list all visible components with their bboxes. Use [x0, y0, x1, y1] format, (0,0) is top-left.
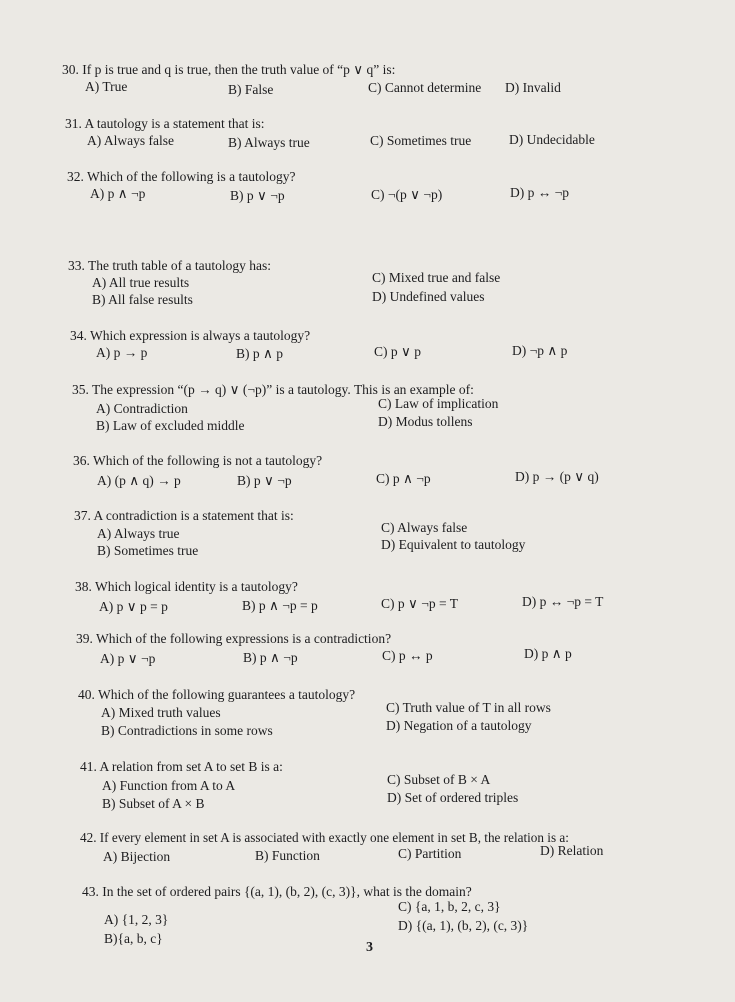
question-31-stem: 31. A tautology is a statement that is:: [65, 116, 265, 131]
q40-option-c[interactable]: C) Truth value of T in all rows: [386, 700, 551, 715]
q37-option-a[interactable]: A) Always true: [97, 526, 180, 541]
q31-option-b[interactable]: B) Always true: [228, 135, 310, 150]
q34-option-b[interactable]: B) p ∧ p: [236, 346, 284, 361]
question-34-stem: 34. Which expression is always a tautology?: [70, 328, 311, 343]
q31-option-c[interactable]: C) Sometimes true: [370, 133, 472, 148]
q39-option-c[interactable]: C) p ↔ p: [382, 648, 433, 663]
question-41-stem: 41. A relation from set A to set B is a:: [80, 759, 283, 774]
q43-option-c[interactable]: C) {a, 1, b, 2, c, 3}: [398, 899, 501, 914]
q42-option-c[interactable]: C) Partition: [398, 846, 462, 861]
q43-option-d[interactable]: D) {(a, 1), (b, 2), (c, 3)}: [398, 918, 529, 933]
q30-option-a[interactable]: A) True: [85, 79, 128, 94]
q33-option-b[interactable]: B) All false results: [92, 292, 193, 307]
q39-option-a[interactable]: A) p ∨ ¬p: [100, 651, 156, 666]
question-39-stem: 39. Which of the following expressions is a contradiction?: [76, 631, 392, 646]
q36-option-a[interactable]: A) (p ∧ q) → p: [97, 473, 181, 488]
q30-option-b[interactable]: B) False: [228, 82, 274, 97]
q31-option-a[interactable]: A) Always false: [87, 133, 174, 148]
q43-option-a[interactable]: A) {1, 2, 3}: [104, 912, 169, 927]
question-36-stem: 36. Which of the following is not a tautology?: [73, 453, 323, 468]
question-38-stem: 38. Which logical identity is a tautology?: [75, 579, 298, 594]
q37-option-b[interactable]: B) Sometimes true: [97, 543, 199, 558]
q39-option-b[interactable]: B) p ∧ ¬p: [243, 650, 298, 665]
q40-option-d[interactable]: D) Negation of a tautology: [386, 718, 532, 733]
q31-option-d[interactable]: D) Undecidable: [509, 132, 595, 147]
q38-option-b[interactable]: B) p ∧ ¬p = p: [242, 598, 318, 613]
q37-option-c[interactable]: C) Always false: [381, 520, 468, 535]
q35-option-c[interactable]: C) Law of implication: [378, 396, 499, 411]
q38-option-d[interactable]: D) p ↔ ¬p = T: [522, 594, 604, 609]
q42-option-d[interactable]: D) Relation: [540, 843, 604, 858]
q41-option-b[interactable]: B) Subset of A × B: [102, 796, 205, 811]
question-42-stem: 42. If every element in set A is associated with exactly one element in set B, the relation is a:: [80, 830, 569, 845]
q34-option-c[interactable]: C) p ∨ p: [374, 344, 422, 359]
q39-option-d[interactable]: D) p ∧ p: [524, 646, 572, 661]
question-43-stem: 43. In the set of ordered pairs {(a, 1), (b, 2), (c, 3)}, what is the domain?: [82, 884, 472, 899]
q36-option-d[interactable]: D) p → (p ∨ q): [515, 469, 599, 484]
question-35-stem: 35. The expression “(p → q) ∨ (¬p)” is a tautology. This is an example of:: [72, 382, 474, 397]
q41-option-c[interactable]: C) Subset of B × A: [387, 772, 491, 787]
q42-option-b[interactable]: B) Function: [255, 848, 320, 863]
q37-option-d[interactable]: D) Equivalent to tautology: [381, 537, 526, 552]
q33-option-c[interactable]: C) Mixed true and false: [372, 270, 501, 285]
q35-option-b[interactable]: B) Law of excluded middle: [96, 418, 245, 433]
q32-option-a[interactable]: A) p ∧ ¬p: [90, 186, 146, 201]
q38-option-c[interactable]: C) p ∨ ¬p = T: [381, 596, 458, 611]
q30-option-c[interactable]: C) Cannot determine: [368, 80, 482, 95]
q32-option-d[interactable]: D) p ↔ ¬p: [510, 185, 569, 200]
q32-option-b[interactable]: B) p ∨ ¬p: [230, 188, 285, 203]
q30-option-d[interactable]: D) Invalid: [505, 80, 561, 95]
question-37-stem: 37. A contradiction is a statement that is:: [74, 508, 294, 523]
question-33-stem: 33. The truth table of a tautology has:: [68, 258, 271, 273]
q38-option-a[interactable]: A) p ∨ p = p: [99, 599, 168, 614]
q36-option-c[interactable]: C) p ∧ ¬p: [376, 471, 431, 486]
q40-option-a[interactable]: A) Mixed truth values: [101, 705, 221, 720]
q35-option-a[interactable]: A) Contradiction: [96, 401, 188, 416]
question-40-stem: 40. Which of the following guarantees a tautology?: [78, 687, 356, 702]
q33-option-a[interactable]: A) All true results: [92, 275, 190, 290]
q41-option-a[interactable]: A) Function from A to A: [102, 778, 236, 793]
q34-option-d[interactable]: D) ¬p ∧ p: [512, 343, 568, 358]
page-number: 3: [366, 940, 373, 955]
q43-option-b[interactable]: B){a, b, c}: [104, 931, 163, 946]
question-32-stem: 32. Which of the following is a tautology?: [67, 169, 296, 184]
q33-option-d[interactable]: D) Undefined values: [372, 289, 485, 304]
q36-option-b[interactable]: B) p ∨ ¬p: [237, 473, 292, 488]
q42-option-a[interactable]: A) Bijection: [103, 849, 171, 864]
q41-option-d[interactable]: D) Set of ordered triples: [387, 790, 519, 805]
q32-option-c[interactable]: C) ¬(p ∨ ¬p): [371, 187, 443, 202]
question-30-stem: 30. If p is true and q is true, then the truth value of “p ∨ q” is:: [62, 62, 396, 77]
q34-option-a[interactable]: A) p → p: [96, 345, 148, 360]
q35-option-d[interactable]: D) Modus tollens: [378, 414, 473, 429]
q40-option-b[interactable]: B) Contradictions in some rows: [101, 723, 273, 738]
